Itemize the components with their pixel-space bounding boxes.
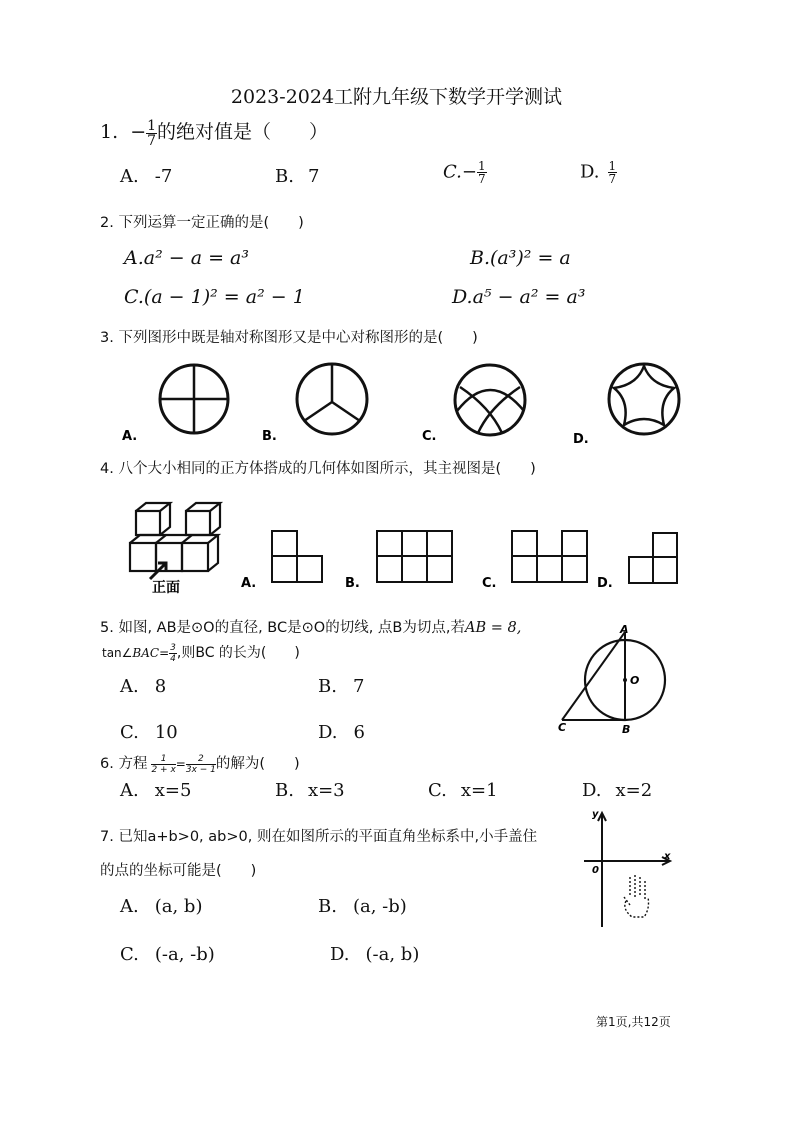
q5-option-b[interactable]: B. 7 [318,676,365,697]
q3-figure-b[interactable] [297,364,367,434]
q2-option-d[interactable]: D.a⁵ − a² = a³ [452,286,586,308]
question-1 [100,118,328,148]
q5-line2: tan∠BAC= $\frac{3}{4}$ ,则BC 的长为( ) [102,643,300,664]
q1-option-c[interactable]: C.− $\frac{1}{7}$ [443,159,486,186]
q4-option-b-figure[interactable] [377,531,452,582]
q3-label-c: C. [422,429,437,444]
q6-option-c[interactable]: C. x=1 [428,780,498,801]
q5-label-b: B [622,723,631,736]
q3-stem: 3. 下列图形中既是轴对称图形又是中心对称图形的是( ) [100,330,478,346]
q7-axis-x: x [664,851,671,862]
q2-option-c[interactable]: C.(a − 1)² = a² − 1 [124,286,305,308]
q1-option-a[interactable]: A. -7 [120,166,173,187]
q7-option-c[interactable]: C. (-a, -b) [120,944,215,965]
q4-label-a: A. [241,576,257,591]
q4-option-c-figure[interactable] [512,531,587,582]
q1-text: 的绝对值是（ ） [157,121,329,143]
q4-option-a-figure[interactable] [272,531,322,582]
q3-label-a: A. [122,429,138,444]
q7-line1: 7. 已知a+b>0, ab>0, 则在如图所示的平面直角坐标系中,小手盖住 [100,829,538,845]
q3-figure-a[interactable] [160,365,228,433]
q5-line1: 5. 如图, AB是⊙O的直径, BC是⊙O的切线, 点B为切点,若AB = 8, [100,620,522,636]
q3-figures [110,355,710,450]
q3-figure-c[interactable] [455,365,525,435]
q6-stem: 6. 方程 $\frac{1}{2 + x}$ = $\frac{2}{3x - 1}$ 的解为( ) [100,753,300,775]
q7-axis-y: y [592,809,599,820]
q1-fraction: $\frac{1}{7}$ [147,117,157,149]
q7-figure [580,805,675,935]
hand-icon [624,875,649,917]
page-title: 2023-2024工附九年级下数学开学测试 [230,86,563,108]
q5-figure [550,622,680,737]
q6-option-b[interactable]: B. x=3 [275,780,345,801]
q4-label-b: B. [345,576,360,591]
q2-option-b[interactable]: B.(a³)² = a [470,247,571,269]
q3-label-b: B. [262,429,277,444]
q4-label-d: D. [597,576,613,591]
q3-label-d: D. [573,432,589,447]
q4-solid [130,503,220,579]
q3-figure-d[interactable] [609,364,679,434]
q6-option-d[interactable]: D. x=2 [582,780,653,801]
q5-option-c[interactable]: C. 10 [120,722,178,743]
q7-option-d[interactable]: D. (-a, b) [330,944,420,965]
q1-minus: − [130,121,147,143]
q7-origin: 0 [592,865,599,876]
q5-label-o: O [630,674,640,687]
q4-option-d-figure[interactable] [629,533,677,583]
page-number: 第1页,共12页 [596,1015,671,1029]
q2-option-a[interactable]: A.a² − a = a³ [124,247,249,269]
q7-option-a[interactable]: A. (a, b) [120,896,203,917]
q4-label-c: C. [482,576,497,591]
q5-label-a: A [620,623,629,636]
q5-option-a[interactable]: A. 8 [120,676,167,697]
q4-stem: 4. 八个大小相同的正方体搭成的几何体如图所示，其主视图是( ) [100,461,536,477]
q4-figures [120,495,690,595]
q5-option-d[interactable]: D. 6 [318,722,365,743]
q5-label-c: C [558,721,567,734]
q1-number: 1. [100,121,119,143]
q1-option-d[interactable]: D. $\frac{1}{7}$ [580,159,617,186]
q2-stem: 2. 下列运算一定正确的是( ) [100,215,304,231]
q7-option-b[interactable]: B. (a, -b) [318,896,407,917]
q1-option-b[interactable]: B. 7 [275,166,320,187]
q4-front-label: 正面 [152,580,180,595]
q7-line2: 的点的坐标可能是( ) [100,863,257,879]
q6-option-a[interactable]: A. x=5 [120,780,192,801]
